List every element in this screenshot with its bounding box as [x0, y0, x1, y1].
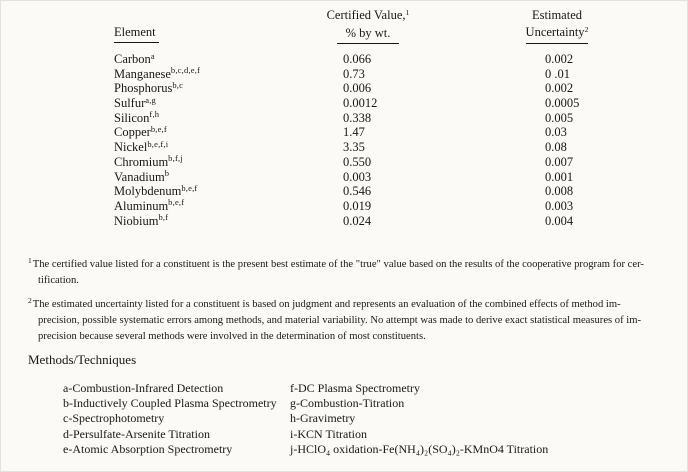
element-label: Chromium — [114, 154, 169, 169]
table-row — [114, 111, 654, 126]
element-label: Sulfur — [114, 96, 146, 111]
element-method-notes: a,g — [145, 94, 156, 105]
element-label: Carbon — [114, 52, 151, 66]
footnote-lines — [28, 297, 680, 346]
method-item: c-Spectrophotometry — [63, 411, 165, 426]
certified-value-header-text: Certified Value, — [326, 8, 406, 22]
table-row — [114, 184, 654, 199]
method-item: i-KCN Titration — [290, 426, 368, 441]
table-row — [114, 199, 654, 214]
element-name — [114, 67, 200, 83]
method-item: g-Combustion-Titration — [290, 396, 405, 411]
methods-key — [63, 381, 678, 457]
footnote — [28, 297, 680, 346]
element-method-notes: b,c,d,e,f — [170, 65, 201, 76]
footnote-marker: 1 — [28, 256, 32, 265]
element-label: Nickel — [114, 140, 148, 155]
element-label: Phosphorus — [114, 81, 173, 96]
certified-value-cell: 0.024 — [343, 213, 372, 228]
certified-value-cell: 0.006 — [343, 81, 372, 96]
table-row — [114, 67, 654, 82]
footnote-line — [28, 329, 680, 345]
certified-value-cell: 0.546 — [343, 184, 372, 199]
element-name — [114, 170, 169, 186]
uncertainty-cell: 0 .01 — [545, 66, 570, 81]
element-name — [114, 199, 184, 215]
certified-value-cell: 3.35 — [343, 140, 365, 155]
footnote-text: precision because several methods were involved in the determination of most constituents. — [38, 331, 426, 343]
element-name — [114, 214, 168, 230]
element-header-label: Element — [114, 24, 159, 43]
uncertainty-cell: 0.002 — [545, 52, 574, 66]
uncertainty-cell: 0.008 — [545, 184, 574, 199]
footnote-line — [28, 273, 680, 289]
certified-value-cell: 0.0012 — [343, 96, 378, 111]
element-label: Manganese — [114, 66, 171, 81]
methods-techniques-heading: Methods/Techniques — [28, 352, 137, 367]
table-row — [114, 125, 654, 140]
table-row — [114, 96, 654, 111]
footnote-marker: 2 — [28, 296, 32, 305]
certified-value-cell: 0.73 — [343, 66, 365, 81]
element-name — [114, 184, 197, 200]
footnote-text: precision, possible systematic errors among methods, and material variability. No attempt was made to derive exact statistical measures of im- — [38, 315, 641, 327]
methods-list-right — [290, 381, 678, 457]
table-row — [114, 214, 654, 229]
certified-value-header-line1 — [293, 7, 443, 25]
method-item: h-Gravimetry — [290, 411, 356, 426]
uncertainty-cell: 0.005 — [545, 110, 574, 125]
table-row — [114, 170, 654, 185]
certified-value-cell: 1.47 — [343, 125, 365, 140]
element-method-notes: a — [150, 50, 155, 61]
certified-value-cell: 0.066 — [343, 52, 372, 66]
column-header-uncertainty — [482, 7, 632, 44]
column-header-element — [114, 24, 159, 43]
method-item: e-Atomic Absorption Spectrometry — [63, 441, 233, 456]
uncertainty-cell: 0.003 — [545, 198, 574, 213]
uncertainty-cell: 0.001 — [545, 169, 574, 184]
uncertainty-cell: 0.004 — [545, 213, 574, 228]
element-method-notes: b,e,f — [150, 123, 167, 134]
element-method-notes: b,f — [158, 212, 169, 223]
footnote-text: The estimated uncertainty listed for a constituent is based on judgment and represents an evaluation of the combined effects of method im- — [32, 299, 621, 310]
method-item: b-Inductively Coupled Plasma Spectrometry — [63, 396, 277, 411]
element-method-notes: b — [164, 168, 170, 178]
certified-value-header-line2 — [293, 25, 443, 44]
element-name — [114, 52, 155, 68]
element-method-notes: f,h — [149, 109, 160, 120]
element-method-notes: b,e,f — [168, 197, 185, 208]
uncertainty-cell: 0.002 — [545, 81, 574, 96]
element-name — [114, 155, 183, 171]
method-item: j-HClO₄ oxidation-Fe(NH₄)₂(SO₄)₂-KMnO4 Titration — [290, 441, 549, 456]
element-method-notes: b,e,f,i — [147, 138, 169, 149]
element-label: Vanadium — [114, 169, 165, 184]
uncertainty-cell: 0.03 — [545, 125, 567, 140]
certified-value-cell: 0.338 — [343, 110, 372, 125]
method-item: d-Persulfate-Arsenite Titration — [63, 426, 210, 441]
table-row — [114, 140, 654, 155]
methods-list-left — [63, 381, 290, 457]
element-method-notes: b,c — [172, 79, 184, 90]
certified-value-cell: 0.003 — [343, 169, 372, 184]
footnote-text: tification. — [38, 275, 79, 287]
element-label: Niobium — [114, 213, 159, 228]
footnote — [28, 257, 680, 289]
uncertainty-cell: 0.08 — [545, 140, 567, 155]
element-name — [114, 140, 168, 156]
element-method-notes: b,f,j — [168, 153, 183, 164]
table-row — [114, 155, 654, 170]
footnote-line — [28, 297, 680, 313]
element-label: Copper — [114, 125, 151, 140]
estimated-label: Estimated — [532, 8, 582, 22]
element-label: Molybdenum — [114, 184, 182, 199]
footnote-lines — [28, 257, 680, 289]
method-item: a-Combustion-Infrared Detection — [63, 381, 224, 395]
uncertainty-cell: 0.007 — [545, 154, 574, 169]
footnote-line — [28, 257, 680, 273]
element-label: Aluminum — [114, 198, 169, 213]
certified-value-cell: 0.019 — [343, 198, 372, 213]
certified-value-cell: 0.550 — [343, 154, 372, 169]
footnote-ref-1: 1 — [405, 7, 410, 17]
element-method-notes: b,e,f — [181, 182, 198, 193]
uncertainty-header-line2 — [482, 24, 632, 44]
element-label: Silicon — [114, 110, 150, 125]
method-item: f-DC Plasma Spectrometry — [290, 381, 420, 395]
footnote-text: The certified value listed for a constituent is the present best estimate of the "true" value based on the results of the cooperative program for cer- — [32, 259, 644, 270]
footnote-ref-2: 2 — [584, 24, 589, 34]
table-row — [114, 81, 654, 96]
uncertainty-cell: 0.0005 — [545, 96, 580, 111]
uncertainty-label: Uncertainty — [525, 25, 585, 39]
table-rows — [114, 52, 654, 228]
percent-by-wt-label: % by wt. — [337, 25, 400, 44]
column-header-certified-value — [293, 7, 443, 44]
footnote-line — [28, 313, 680, 329]
